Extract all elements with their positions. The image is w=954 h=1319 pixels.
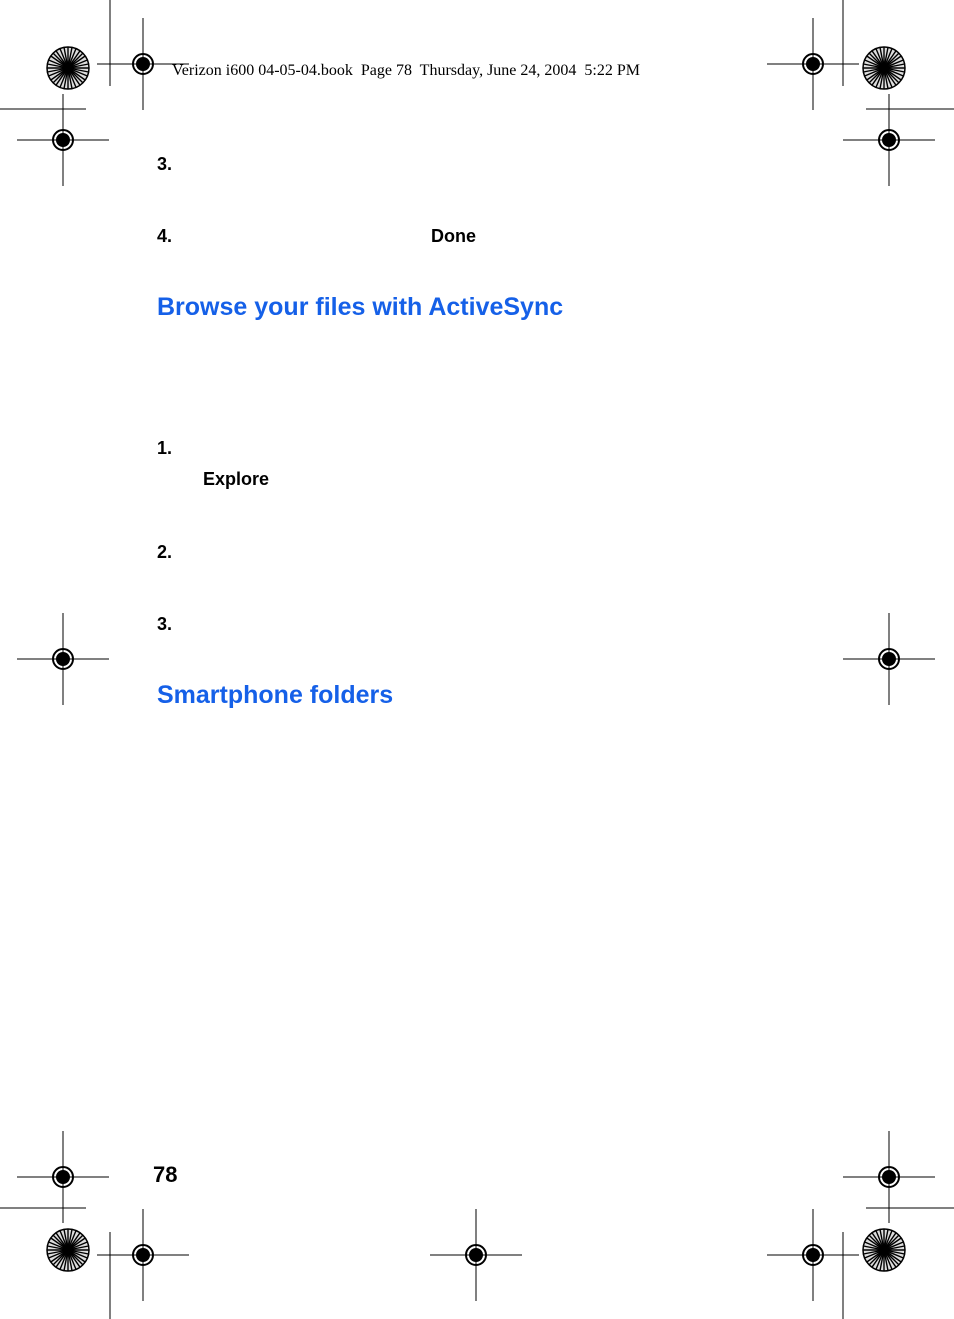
page-number: 78 bbox=[153, 1162, 178, 1187]
starburst-registration-icon bbox=[47, 47, 905, 1271]
step-number: 2. bbox=[157, 542, 173, 562]
section-heading-browse: Browse your files with ActiveSync bbox=[157, 293, 564, 321]
step-number: 1. bbox=[157, 438, 173, 458]
ui-term-done: Done bbox=[431, 226, 476, 246]
ui-term-explore: Explore bbox=[203, 469, 270, 489]
crosshair-registration-icon bbox=[17, 18, 935, 1301]
section-heading-folders: Smartphone folders bbox=[157, 681, 394, 709]
step-number: 4. bbox=[157, 226, 173, 246]
step-number: 3. bbox=[157, 154, 173, 174]
running-header: Verizon i600 04-05-04.book Page 78 Thursday, June 24, 2004 5:22 PM bbox=[172, 62, 640, 79]
step-number: 3. bbox=[157, 614, 173, 634]
